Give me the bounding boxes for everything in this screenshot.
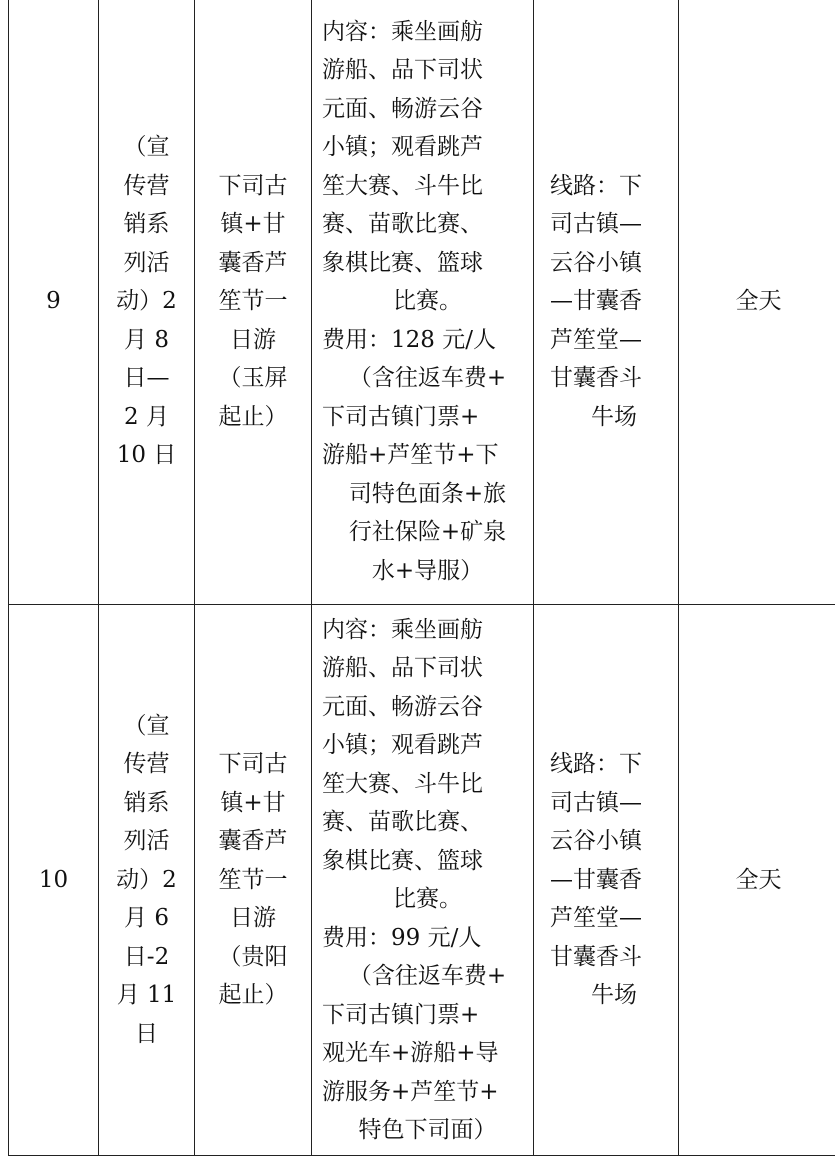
tour-price-line: 下司古镇门票+ bbox=[322, 403, 480, 430]
tour-name-line: 日游 bbox=[230, 905, 276, 932]
tour-name-line: 囊香芦 bbox=[218, 828, 288, 855]
row-number: 9 bbox=[46, 288, 61, 315]
activity-period-line: 传营 bbox=[123, 751, 170, 778]
table-row bbox=[9, 605, 835, 1156]
tour-content-line: 小镇；观看跳芦 bbox=[322, 732, 483, 758]
tour-route-cell bbox=[534, 0, 679, 605]
activity-period-line: 10 日 bbox=[116, 442, 177, 469]
tour-price-line: 下司古镇门票+ bbox=[322, 1001, 480, 1028]
tour-price-line: 观光车+游船+导 bbox=[322, 1040, 499, 1066]
tour-time: 全天 bbox=[735, 288, 782, 315]
activity-period-line: （宣 bbox=[123, 134, 170, 161]
activity-period-line: 月 11 bbox=[116, 982, 177, 1009]
tour-name-line: 囊香芦 bbox=[218, 249, 288, 276]
tour-route-line: 云谷小镇 bbox=[550, 249, 642, 276]
row-number: 10 bbox=[38, 866, 69, 893]
tour-name-line: （玉屏 bbox=[218, 365, 288, 392]
tour-route-line: 线路：下 bbox=[550, 751, 642, 778]
activity-period-line: 月 6 bbox=[124, 905, 169, 932]
tour-route-line: 线路：下 bbox=[550, 172, 642, 199]
activity-period-line: 销系 bbox=[123, 789, 170, 816]
tour-name-line: 日游 bbox=[230, 326, 276, 353]
tour-price-line: 水+导服） bbox=[371, 557, 484, 584]
activity-period-line: 日— bbox=[123, 365, 170, 392]
tour-content-cell bbox=[312, 0, 534, 605]
tour-content-line: 象棋比赛、篮球 bbox=[322, 249, 483, 276]
tour-price-line: 费用：99 元/人 bbox=[322, 924, 482, 951]
tour-route-line: —甘囊香 bbox=[550, 866, 642, 893]
tour-route-line: 司古镇— bbox=[550, 789, 642, 816]
tour-route-line: 芦笙堂— bbox=[550, 905, 642, 932]
activity-period-line: 列活 bbox=[123, 249, 170, 276]
tour-route-line: 司古镇— bbox=[550, 211, 642, 238]
activity-period-line: （宣 bbox=[123, 712, 170, 739]
tour-content-line: 元面、畅游云谷 bbox=[322, 95, 483, 122]
tour-name-cell bbox=[195, 0, 312, 605]
activity-period-line: 月 8 bbox=[124, 326, 169, 353]
tour-content-line: 比赛。 bbox=[393, 886, 462, 912]
tour-content-line: 游船、品下司状 bbox=[322, 57, 483, 84]
tour-content-cell bbox=[312, 605, 534, 1156]
tour-content-line: 赛、苗歌比赛、 bbox=[322, 809, 483, 835]
row-number-cell bbox=[9, 605, 99, 1156]
tour-price-line: 行社保险+矿泉 bbox=[348, 519, 507, 546]
tour-price-line: （含往返车费+ bbox=[348, 365, 507, 392]
tour-content-line: 象棋比赛、篮球 bbox=[322, 847, 483, 874]
tour-content-line: 小镇；观看跳芦 bbox=[322, 134, 483, 161]
tour-content-line: 赛、苗歌比赛、 bbox=[322, 211, 483, 238]
activity-period-cell bbox=[99, 0, 195, 605]
tour-route-line: 芦笙堂— bbox=[550, 326, 642, 353]
activity-period-line: 销系 bbox=[123, 211, 170, 238]
tour-route-line: 甘囊香斗 bbox=[550, 365, 642, 392]
tour-name-line: （贵阳 bbox=[218, 943, 288, 970]
schedule-table bbox=[8, 0, 835, 1156]
tour-time: 全天 bbox=[735, 866, 782, 893]
activity-period-line: 动）2 bbox=[116, 288, 177, 315]
tour-content-line: 元面、畅游云谷 bbox=[322, 693, 483, 720]
tour-name-line: 镇+甘 bbox=[220, 211, 286, 238]
tour-time-cell bbox=[679, 0, 835, 605]
tour-route-line: 牛场 bbox=[591, 403, 637, 430]
activity-period-line: 日 bbox=[135, 1020, 158, 1047]
tour-content-line: 比赛。 bbox=[393, 288, 462, 315]
tour-content-line: 游船、品下司状 bbox=[322, 655, 483, 681]
activity-period-cell bbox=[99, 605, 195, 1156]
tour-price-line: 费用：128 元/人 bbox=[322, 326, 496, 353]
tour-name-line: 笙节一 bbox=[218, 866, 288, 893]
tour-price-line: （含往返车费+ bbox=[348, 963, 507, 989]
tour-route-line: —甘囊香 bbox=[550, 288, 642, 315]
tour-content-line: 内容：乘坐画舫 bbox=[322, 18, 483, 45]
tour-name-line: 镇+甘 bbox=[220, 789, 286, 816]
tour-price-line: 特色下司面） bbox=[358, 1117, 497, 1143]
tour-name-line: 起止） bbox=[218, 403, 288, 430]
tour-price-line: 游服务+芦笙节+ bbox=[322, 1078, 499, 1105]
tour-time-cell bbox=[679, 605, 835, 1156]
activity-period-line: 日-2 bbox=[123, 943, 170, 970]
tour-route-line: 云谷小镇 bbox=[550, 828, 642, 855]
row-number-cell bbox=[9, 0, 99, 605]
tour-content-line: 笙大赛、斗牛比 bbox=[322, 770, 483, 797]
tour-name-line: 笙节一 bbox=[218, 288, 288, 315]
activity-period-line: 列活 bbox=[123, 828, 170, 855]
activity-period-line: 2 月 bbox=[124, 403, 169, 430]
tour-route-cell bbox=[534, 605, 679, 1156]
activity-period-line: 动）2 bbox=[116, 866, 177, 893]
tour-content-line: 笙大赛、斗牛比 bbox=[322, 172, 483, 199]
tour-content-line: 内容：乘坐画舫 bbox=[322, 616, 483, 643]
tour-price-line: 司特色面条+旅 bbox=[348, 480, 507, 507]
activity-period-line: 传营 bbox=[123, 172, 170, 199]
tour-name-line: 下司古 bbox=[218, 751, 288, 778]
tour-name-cell bbox=[195, 605, 312, 1156]
tour-price-line: 游船+芦笙节+下 bbox=[322, 442, 499, 469]
table-row bbox=[9, 0, 835, 605]
tour-route-line: 甘囊香斗 bbox=[550, 943, 642, 970]
tour-name-line: 下司古 bbox=[218, 172, 288, 199]
tour-name-line: 起止） bbox=[218, 982, 288, 1009]
tour-route-line: 牛场 bbox=[591, 982, 637, 1009]
